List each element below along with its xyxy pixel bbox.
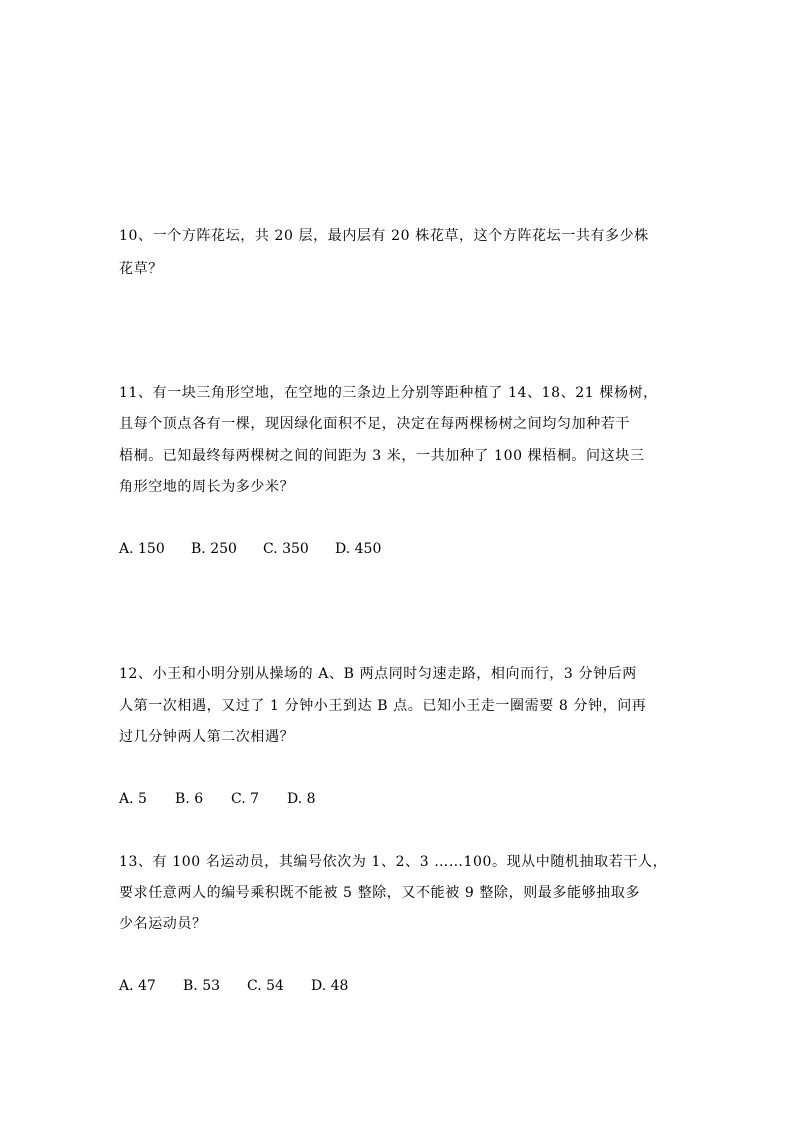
answer-options xyxy=(119,539,381,559)
option-a: A. 47 xyxy=(119,978,156,994)
option-a: A. 150 xyxy=(119,541,165,557)
question-text-line: 过几分钟两人第二次相遇？ xyxy=(119,729,295,745)
question-text-line: 角形空地的周长为多少米？ xyxy=(119,479,295,495)
answer-options xyxy=(119,789,316,809)
option-d: D. 450 xyxy=(335,541,382,557)
question-text-line: 12、小王和小明分别从操场的 A、B 两点同时匀速走路，相向而行，3 分钟后两 xyxy=(119,666,637,682)
option-b: B. 53 xyxy=(183,978,221,994)
question-text-line: 13、有 100 名运动员，其编号依次为 1、2、3 ……100。现从中随机抽取若干人， xyxy=(119,854,668,870)
question-text-line: 11、有一块三角形空地，在空地的三条边上分别等距种植了 14、18、21 棵杨树， xyxy=(119,385,658,401)
option-b: B. 250 xyxy=(191,541,237,557)
answer-options xyxy=(119,976,348,996)
option-d: D. 48 xyxy=(311,978,349,994)
question-text-line: 且每个顶点各有一棵，现因绿化面积不足，决定在每两棵杨树之间均匀加种若干 xyxy=(119,416,630,432)
option-c: C. 7 xyxy=(231,791,260,807)
option-d: D. 8 xyxy=(287,791,316,807)
option-b: B. 6 xyxy=(175,791,204,807)
question-text-line: 少名运动员？ xyxy=(119,916,207,932)
option-c: C. 54 xyxy=(247,978,284,994)
question-text-line: 花草？ xyxy=(119,261,163,277)
question-text-line: 人第一次相遇，又过了 1 分钟小王到达 B 点。已知小王走一圈需要 8 分钟，问再 xyxy=(119,698,647,714)
question-text-line: 要求任意两人的编号乘积既不能被 5 整除，又不能被 9 整除，则最多能够抽取多 xyxy=(119,885,641,901)
option-c: C. 350 xyxy=(263,541,309,557)
question-text-line: 10、一个方阵花坛，共 20 层，最内层有 20 株花草，这个方阵花坛一共有多少株 xyxy=(119,228,649,244)
option-a: A. 5 xyxy=(119,791,147,807)
question-text-line: 梧桐。已知最终每两棵树之间的间距为 3 米，一共加种了 100 棵梧桐。问这块三 xyxy=(119,448,645,464)
